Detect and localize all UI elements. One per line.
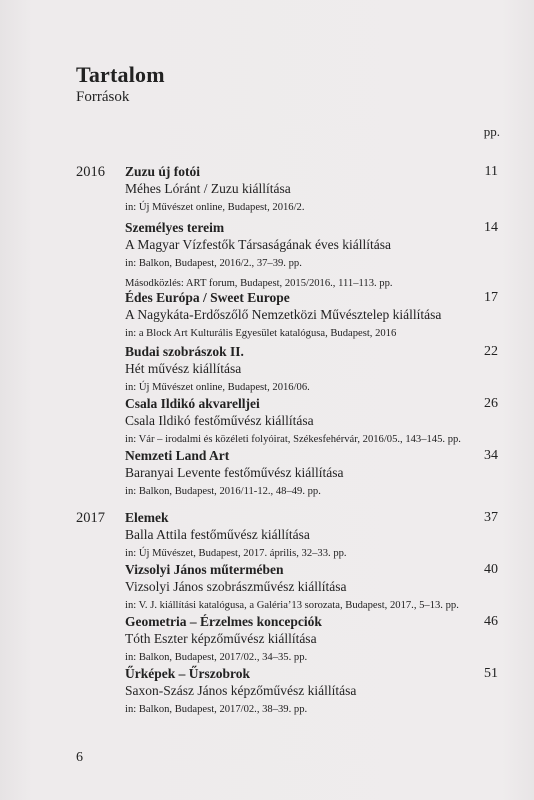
page-subtitle: Források [76, 89, 130, 105]
entry-page: 11 [484, 164, 498, 179]
entry-title: Budai szobrászok II. [125, 344, 244, 359]
page-title: Tartalom [76, 62, 165, 87]
entry-subtitle: Balla Attila festőművész kiállítása [125, 527, 310, 542]
entry-subtitle: A Nagykáta-Erdőszőlő Nemzetközi Művésztelep kiállítása [125, 307, 442, 322]
page-number: 6 [76, 750, 83, 765]
entry-page: 14 [484, 220, 498, 235]
entry-year: 2017 [76, 510, 105, 526]
entry-title: Zuzu új fotói [125, 164, 201, 179]
entry-source: in: Új Művészet, Budapest, 2017. április, 32–33. pp. [125, 548, 347, 559]
entry-subtitle: Tóth Eszter képzőművész kiállítása [125, 631, 317, 646]
entry-source: in: a Block Art Kulturális Egyesület katalógusa, Budapest, 2016 [125, 328, 397, 339]
entry-subtitle: Méhes Lóránt / Zuzu kiállítása [125, 181, 291, 196]
entry-source: in: Balkon, Budapest, 2016/11-12., 48–49. pp. [125, 486, 321, 497]
entry-page: 26 [484, 396, 498, 411]
entry-title: Édes Európa / Sweet Europe [125, 290, 290, 305]
entry-subtitle: Baranyai Levente festőművész kiállítása [125, 465, 344, 480]
entry-year: 2016 [76, 164, 105, 180]
entry-page: 22 [484, 344, 498, 359]
entry-title: Űrképek – Űrszobrok [125, 666, 251, 681]
entry-source: in: Új Művészet online, Budapest, 2016/2. [125, 202, 305, 213]
entry-subtitle: Hét művész kiállítása [125, 361, 242, 376]
entry-page: 46 [484, 614, 498, 629]
entry-title: Személyes tereim [125, 220, 225, 235]
entry-subtitle: Vizsolyi János szobrászművész kiállítása [125, 579, 347, 594]
entry-title: Nemzeti Land Art [125, 448, 230, 463]
entry-title: Vizsolyi János műtermében [125, 562, 284, 577]
entry-title: Csala Ildikó akvarelljei [125, 396, 260, 411]
entry-title: Elemek [125, 510, 169, 525]
entry-source: in: Balkon, Budapest, 2017/02., 38–39. pp. [125, 704, 308, 715]
entry-subtitle: Csala Ildikó festőművész kiállítása [125, 413, 314, 428]
entry-page: 17 [484, 290, 498, 305]
entry-subtitle: A Magyar Vízfestők Társaságának éves kiállítása [125, 237, 392, 252]
entry-source: in: Vár – irodalmi és közéleti folyóirat, Székesfehérvár, 2016/05., 143–145. pp. [125, 434, 461, 445]
entry-subtitle: Saxon-Szász János képzőművész kiállítása [125, 683, 357, 698]
entry-source-secondary: Másodközlés: ART forum, Budapest, 2015/2016., 111–113. pp. [125, 278, 393, 289]
entry-source: in: Balkon, Budapest, 2017/02., 34–35. pp. [125, 652, 308, 663]
entry-page: 40 [484, 562, 498, 577]
entry-source: in: Balkon, Budapest, 2016/2., 37–39. pp. [125, 258, 302, 269]
entry-page: 34 [484, 448, 498, 463]
entry-source: in: V. J. kiállítási katalógusa, a Galéria’13 sorozata, Budapest, 2017., 5–13. pp. [125, 600, 459, 611]
entry-title: Geometria – Érzelmes koncepciók [125, 614, 322, 629]
pages-column-label: pp. [483, 124, 500, 139]
entry-page: 51 [484, 666, 498, 681]
entry-source: in: Új Művészet online, Budapest, 2016/06. [125, 382, 310, 393]
entry-page: 37 [484, 510, 498, 525]
